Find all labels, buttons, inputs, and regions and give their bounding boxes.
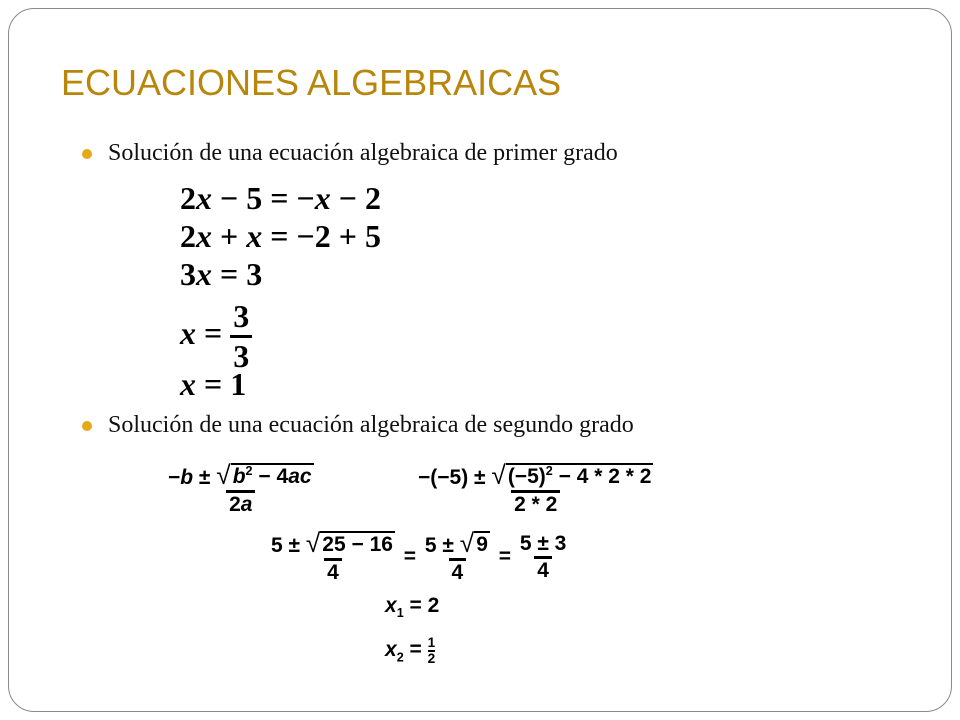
equation-line-5: x = 1 xyxy=(180,366,247,402)
bullet-second-degree xyxy=(82,412,634,439)
slide-title: ECUACIONES ALGEBRAICAS xyxy=(61,62,562,103)
equation-line-4: x = $\frac{3}{3}$ xyxy=(180,298,252,375)
quadratic-formula: −b ± √ $b^2 - 4ac$ 2a xyxy=(168,460,312,516)
bullet-first-degree xyxy=(82,140,618,167)
slide-frame xyxy=(8,8,952,712)
solution-x2: $x_2$ = $\frac{1}{2}$ xyxy=(385,635,436,666)
solution-x1: $x_1 = 2$ xyxy=(385,594,440,621)
bullet-text: Solución de una ecuación algebraica de segundo grado xyxy=(108,412,634,438)
equation-line-1: 2x − 5 = −x − 2 xyxy=(180,180,381,216)
bullet-text: Solución de una ecuación algebraica de primer grado xyxy=(108,140,618,166)
bullet-dot-icon xyxy=(82,421,92,431)
simplification: 5 ± √ 25 − 16 4 = 5 ± √ 9 4 = $\frac{5 \pm 3}{4}$ xyxy=(271,528,567,584)
equation-line-3: 3x = 3 xyxy=(180,256,263,292)
substituted-formula: −(−5) ± √ $(-5)^2 - 4 * 2 * 2$ 2 * 2 xyxy=(418,460,652,516)
equation-line-2: 2x + x = −2 + 5 xyxy=(180,218,381,254)
bullet-dot-icon xyxy=(82,149,92,159)
